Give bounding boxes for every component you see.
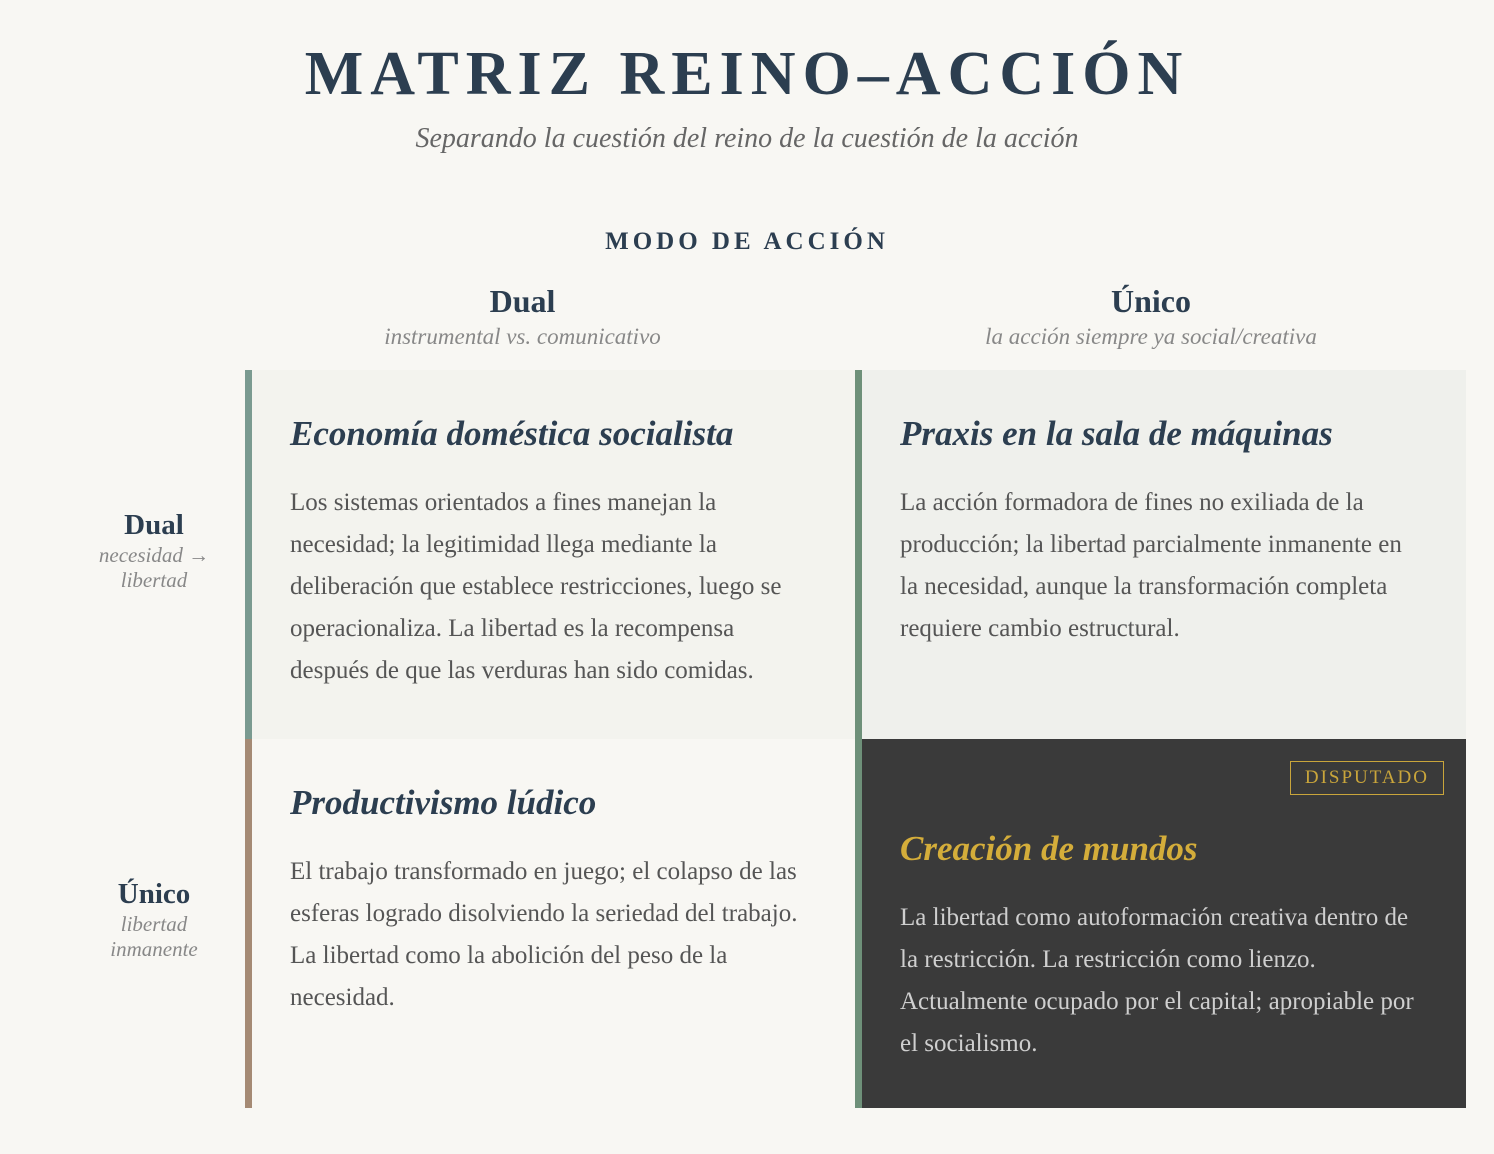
row-header-desc-line1: necesidad →: [98, 543, 210, 567]
column-header-name: Dual: [489, 283, 556, 319]
column-axis-title: MODO DE ACCIÓN: [605, 228, 889, 255]
cell-accent-bar: [855, 370, 862, 739]
cell-unico-unico: [855, 739, 1466, 1108]
row-header-name: Único: [117, 878, 191, 910]
cell-text: Los sistemas orientados a fines manejan la necesidad; la legitimidad llega mediante la deliberación que establece restricciones, luego se operacionaliza. La libertad es la recompensa después de que las verduras han sido comidas.: [290, 489, 782, 684]
cell-unico-dual: [245, 739, 855, 1108]
cell-accent-bar: [245, 370, 252, 739]
column-header-dual: [245, 282, 800, 354]
disputed-badge: DISPUTADO: [1290, 761, 1444, 795]
cell-text: El trabajo transformado en juego; el colapso de las esferas logrado disolviendo la seriedad del trabajo. La libertad como la abolición del peso de la necesidad.: [290, 858, 798, 1011]
row-header-desc-line2: libertad: [120, 568, 188, 592]
cell-text: La libertad como autoformación creativa dentro de la restricción. La restricción como lienzo. Actualmente ocupado por el capital; apropiable por el socialismo.: [900, 904, 1414, 1057]
row-header-desc-line1: libertad: [120, 912, 188, 936]
column-header-unico: [855, 282, 1447, 354]
cell-title: Creación de mundos: [900, 829, 1198, 868]
column-header-name: Único: [1111, 283, 1191, 319]
column-header-desc: instrumental vs. comunicativo: [384, 324, 661, 349]
cell-text: La acción formadora de fines no exiliada de la producción; la libertad parcialmente inmanente en la necesidad, aunque la transformación completa requiere cambio estructural.: [900, 489, 1402, 642]
column-header-desc: la acción siempre ya social/creativa: [985, 324, 1317, 349]
row-header-dual: [60, 507, 248, 593]
cell-accent-bar: [245, 739, 252, 1108]
row-header-unico: [60, 876, 248, 962]
cell-title: Economía doméstica socialista: [290, 414, 734, 453]
page-subtitle: Separando la cuestión del reino de la cuestión de la acción: [415, 123, 1079, 154]
row-header-desc-line2: inmanente: [110, 937, 198, 961]
page-title: MATRIZ REINO–ACCIÓN: [304, 40, 1190, 108]
cell-title: Praxis en la sala de máquinas: [900, 414, 1333, 453]
row-header-name: Dual: [124, 509, 184, 541]
cell-accent-bar: [855, 739, 862, 1108]
cell-dual-unico: [855, 370, 1466, 739]
cell-title: Productivismo lúdico: [290, 783, 597, 822]
cell-dual-dual: [245, 370, 855, 739]
